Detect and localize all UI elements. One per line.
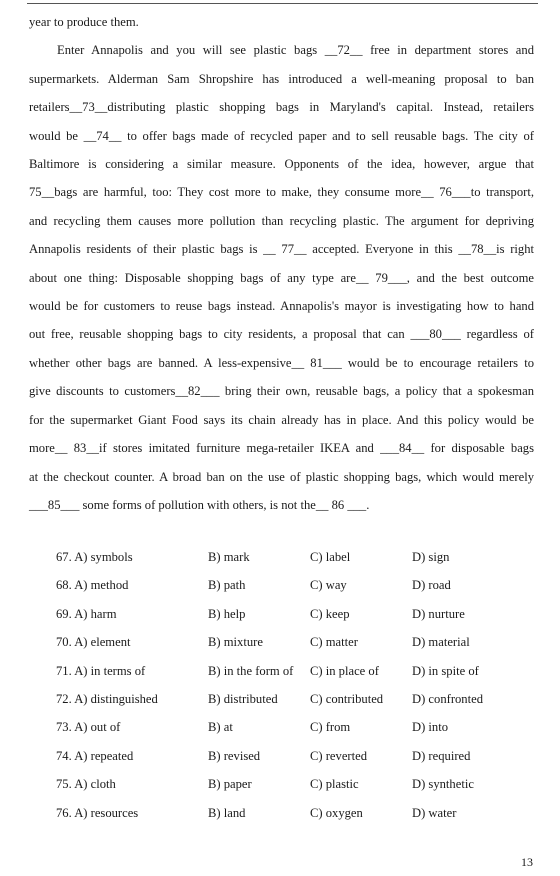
option-b: B) mark	[208, 550, 250, 564]
option-row	[56, 770, 526, 798]
page-number: 13	[521, 855, 533, 869]
passage-line: for the supermarket Giant Food says its chain already has in place. And this policy would be	[29, 412, 534, 427]
option-a: 76. A) resources	[56, 805, 139, 820]
option-c: C) plastic	[310, 777, 359, 792]
answer-options	[56, 543, 526, 827]
option-d: D) synthetic	[412, 777, 474, 792]
option-a: 71. A) in terms of	[56, 663, 146, 678]
option-c: C) reverted	[310, 748, 367, 763]
option-c: C) way	[310, 578, 347, 593]
passage-line: retailers__73__distributing plastic shopping bags in Maryland's capital. Instead, retailers	[29, 100, 534, 115]
option-d: D) into	[412, 720, 449, 735]
option-a: 67. A) symbols	[56, 550, 133, 564]
option-d: D) water	[412, 805, 457, 820]
option-b: B) at	[208, 720, 233, 735]
passage-line: Baltimore is considering a similar measure. Opponents of the idea, however, argue that	[29, 157, 534, 172]
option-c: C) oxygen	[310, 805, 363, 820]
passage-line: give discounts to customers__82___ bring their own, reusable bags, a policy that a spokesman	[29, 384, 534, 399]
option-a: 73. A) out of	[56, 720, 121, 735]
option-d: D) sign	[412, 550, 450, 564]
option-b: B) help	[208, 606, 246, 621]
option-a: 68. A) method	[56, 578, 129, 593]
option-a: 69. A) harm	[56, 606, 117, 621]
passage-line: whether other bags are banned. A less-expensive__ 81___ would be to encourage retailers to	[29, 355, 534, 370]
option-b: B) in the form of	[208, 663, 294, 678]
option-c: C) in place of	[310, 663, 379, 678]
passage-line: out free, reusable shopping bags to city residents, a proposal that can ___80___ regardless of	[29, 327, 534, 342]
option-b: B) distributed	[208, 691, 278, 706]
passage-line: more__ 83__if stores imitated furniture mega-retailer IKEA and ___84__ for disposable bags	[29, 441, 534, 456]
passage-line: would be __74__ to offer bags made of recycled paper and to sell reusable bags. The city of	[29, 128, 534, 143]
option-d: D) road	[412, 578, 451, 593]
option-a: 70. A) element	[56, 635, 131, 650]
passage-line: at the checkout counter. A broad ban on the use of plastic shopping bags, which would merely	[29, 469, 534, 484]
option-row	[56, 713, 526, 741]
option-row	[56, 685, 526, 713]
passage-line: year to produce them.	[29, 15, 139, 29]
option-c: C) from	[310, 720, 351, 735]
option-row	[56, 742, 526, 770]
option-row	[56, 600, 526, 628]
passage-text	[29, 8, 534, 519]
option-c: C) matter	[310, 635, 358, 650]
option-c: C) label	[310, 550, 351, 564]
passage-line: would be for customers to reuse bags instead. Annapolis's mayor is investigating how to hand	[29, 299, 534, 314]
option-c: C) keep	[310, 606, 350, 621]
option-d: D) material	[412, 635, 470, 650]
option-b: B) land	[208, 805, 246, 820]
option-b: B) mixture	[208, 635, 263, 650]
option-row	[56, 628, 526, 656]
option-b: B) revised	[208, 748, 261, 763]
option-row	[56, 571, 526, 599]
option-d: D) confronted	[412, 691, 483, 706]
option-row	[56, 657, 526, 685]
passage-line: supermarkets. Alderman Sam Shropshire has introduced a well-meaning proposal to ban	[29, 71, 534, 86]
passage-line: Enter Annapolis and you will see plastic bags __72__ free in department stores and	[57, 43, 534, 58]
passage-line: ___85___ some forms of pollution with others, is not the__ 86 ___.	[29, 497, 370, 512]
option-row	[56, 799, 526, 827]
top-rule	[27, 3, 538, 4]
option-b: B) path	[208, 578, 246, 593]
option-row	[56, 543, 526, 571]
passage-line: about one thing: Disposable shopping bags of any type are__ 79___, and the best outcome	[29, 270, 534, 285]
option-b: B) paper	[208, 777, 252, 792]
option-a: 75. A) cloth	[56, 777, 116, 792]
option-d: D) required	[412, 748, 471, 763]
option-d: D) nurture	[412, 606, 465, 621]
passage-line: 75__bags are harmful, too: They cost more to make, they consume more__ 76___to transport,	[29, 185, 534, 200]
option-a: 74. A) repeated	[56, 748, 134, 763]
option-a: 72. A) distinguished	[56, 691, 158, 706]
option-c: C) contributed	[310, 691, 384, 706]
passage-line: Annapolis residents of their plastic bags is __ 77__ accepted. Everyone in this __78__is right	[29, 242, 534, 257]
passage-line: and recycling them causes more pollution than recycling plastic. The argument for depriving	[29, 213, 534, 228]
option-d: D) in spite of	[412, 663, 479, 678]
